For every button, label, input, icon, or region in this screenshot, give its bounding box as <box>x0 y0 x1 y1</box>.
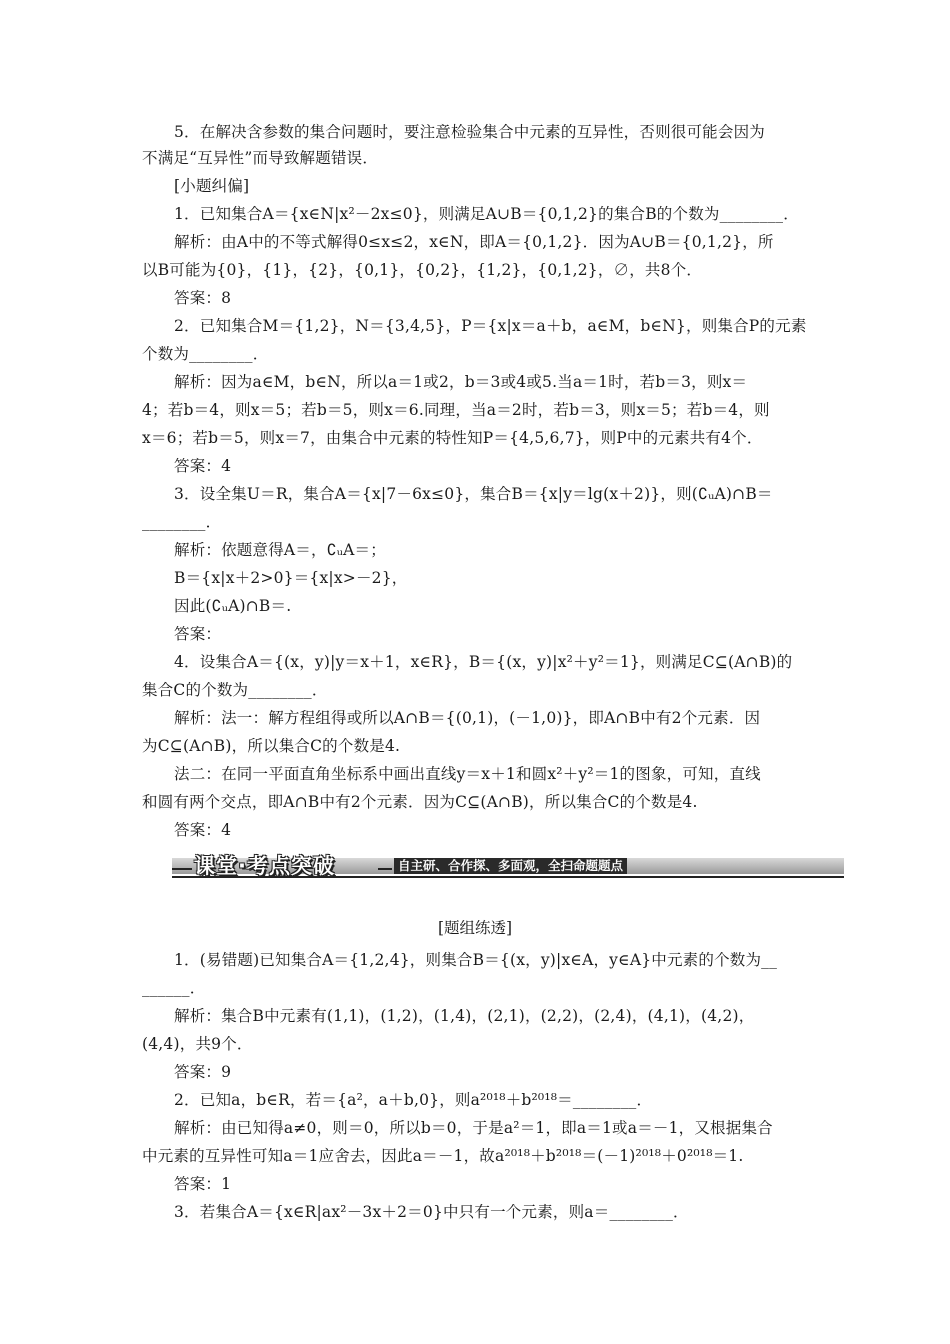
text-line: ______． <box>142 979 206 997</box>
text-line: B＝{x|x＋2>0}＝{x|x>－2}， <box>174 569 408 587</box>
text-line: 解析：法一：解方程组得或所以A∩B＝{(0,1)，(－1,0)}，即A∩B中有2个元素．因 <box>174 709 761 727</box>
exercise-3: 3．若集合A＝{x∈R|ax²－3x＋2＝0}中只有一个元素，则a＝________． <box>174 1203 689 1221</box>
text-line: 中元素的互异性可知a＝1应舍去，因此a＝－1，故a²⁰¹⁸＋b²⁰¹⁸＝(－1)²⁰¹⁸＋0²⁰¹⁸＝1. <box>142 1147 744 1165</box>
text-line: 因此(∁ᵤA)∩B＝. <box>174 597 292 615</box>
answer: 答案：1 <box>174 1175 232 1193</box>
text-line: 解析：由A中的不等式解得0≤x≤2，x∈N，即A＝{0,1,2}．因为A∪B＝{0,1,2}，所 <box>174 233 774 251</box>
answer: 答案：4 <box>174 821 232 839</box>
text-line: 4；若b＝4，则x＝5；若b＝5，则x＝6.同理，当a＝2时，若b＝3，则x＝5；若b＝4，则 <box>142 401 770 419</box>
answer: 答案： <box>174 625 222 643</box>
text-line: ________． <box>142 513 222 531</box>
answer: 答案：4 <box>174 457 232 475</box>
text-line: 以B可能为{0}，{1}，{2}，{0,1}，{0,2}，{1,2}，{0,1,2}，∅，共8个． <box>142 261 703 279</box>
banner-tick <box>378 868 392 870</box>
text-line: 法二：在同一平面直角坐标系中画出直线y＝x＋1和圆x²＋y²＝1的图象，可知，直线 <box>174 765 761 783</box>
text-line: 解析：因为a∈M，b∈N，所以a＝1或2，b＝3或4或5.当a＝1时，若b＝3，则x＝ <box>174 373 748 391</box>
banner-title: 课堂·考点突破 <box>194 854 335 878</box>
text-line: 解析：集合B中元素有(1,1)，(1,2)，(1,4)，(2,1)，(2,2)，(2,4)，(4,1)，(4,2)， <box>174 1007 755 1025</box>
section-label: [小题纠偏] <box>174 177 250 195</box>
question-3: 3．设全集U＝R，集合A＝{x|7－6x≤0}，集合B＝{x|y＝lg(x＋2)}，则(∁ᵤA)∩B＝ <box>174 485 773 503</box>
banner-subtitle: 自主研、合作探、多面观，全扫命题题点 <box>394 858 627 874</box>
exercise-2: 2．已知a，b∈R，若＝{a²，a＋b,0}，则a²⁰¹⁸＋b²⁰¹⁸＝________． <box>174 1091 653 1109</box>
text-line: 解析：由已知得a≠0，则＝0，所以b＝0，于是a²＝1，即a＝1或a＝－1，又根据集合 <box>174 1119 773 1137</box>
exercise-1: 1．(易错题)已知集合A＝{1,2,4}，则集合B＝{(x，y)|x∈A，y∈A}中元素的个数为__ <box>174 951 778 969</box>
text-line: 个数为________． <box>142 345 269 363</box>
text-line: x＝6；若b＝5，则x＝7，由集合中元素的特性知P＝{4,5,6,7}，则P中的元素共有4个． <box>142 429 763 447</box>
text-line: 5．在解决含参数的集合问题时，要注意检验集合中元素的互异性，否则很可能会因为 <box>174 123 765 141</box>
banner-tick <box>172 868 192 870</box>
question-2: 2．已知集合M＝{1,2}，N＝{3,4,5}，P＝{x|x＝a＋b，a∈M，b∈N}，则集合P的元素 <box>174 317 807 335</box>
text-line: 集合C的个数为________． <box>142 681 328 699</box>
text-line: (4,4)，共9个． <box>142 1035 253 1053</box>
answer: 答案：9 <box>174 1063 232 1081</box>
question-4: 4．设集合A＝{(x，y)|y＝x＋1，x∈R}，B＝{(x，y)|x²＋y²＝1}，则满足C⊆(A∩B)的 <box>174 653 793 671</box>
question-1: 1．已知集合A＝{x∈N|x²－2x≤0}，则满足A∪B＝{0,1,2}的集合B的个数为________． <box>174 205 799 223</box>
section-label: [题组练透] <box>437 919 513 937</box>
answer: 答案：8 <box>174 289 232 307</box>
text-line: 不满足“互异性”而导致解题错误． <box>142 149 379 167</box>
text-line: 为C⊆(A∩B)，所以集合C的个数是4. <box>142 737 401 755</box>
text-line: 解析：依题意得A＝，∁ᵤA＝； <box>174 541 386 559</box>
text-line: 和圆有两个交点，即A∩B中有2个元素．因为C⊆(A∩B)，所以集合C的个数是4. <box>142 793 698 811</box>
section-banner <box>172 852 844 882</box>
